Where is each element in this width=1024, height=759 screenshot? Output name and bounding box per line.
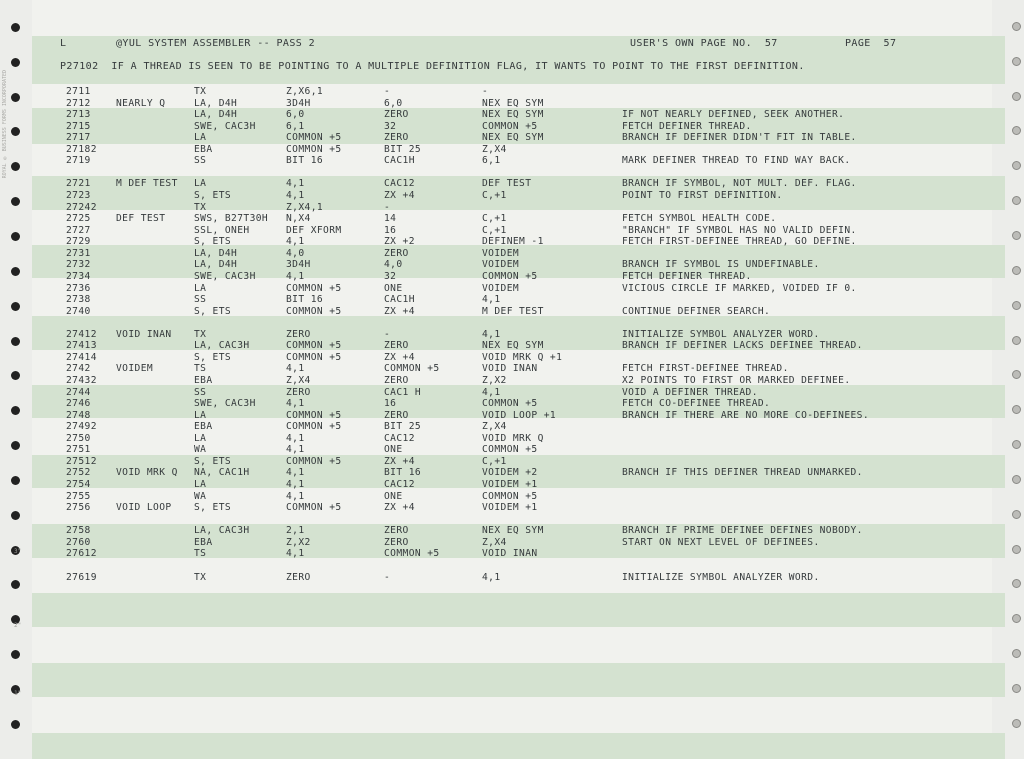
listing-row (0, 514, 1024, 525)
operation-field: NA, CAC1H (194, 467, 250, 479)
operation-field: SWS, B27T30H (194, 213, 269, 225)
operation-field: EBA (194, 421, 213, 433)
listing-row (0, 294, 1024, 305)
listing-row (0, 109, 1024, 120)
comment-field: INITIALIZE SYMBOL ANALYZER WORD. (622, 328, 820, 340)
address-field-2: 6,0 (384, 97, 403, 109)
listing-row (0, 317, 1024, 328)
operation-field: WA (194, 490, 207, 502)
address-field-3: VOID MRK Q +1 (482, 351, 563, 363)
address-field-1: 4,1 (286, 490, 305, 502)
address-field-2: ZERO (384, 132, 409, 144)
comment-field: START ON NEXT LEVEL OF DEFINEES. (622, 536, 820, 548)
operation-field: TS (194, 548, 207, 560)
address-field-1: COMMON +5 (286, 143, 342, 155)
address-field-1: COMMON +5 (286, 132, 342, 144)
line-number: 2740 (66, 305, 91, 317)
operation-field: S, ETS (194, 502, 232, 514)
address-field-3: VOIDEM +2 (482, 467, 538, 479)
comment-field: FETCH FIRST-DEFINEE THREAD, GO DEFINE. (622, 236, 857, 248)
listing-row (0, 155, 1024, 166)
line-number: 27413 (66, 340, 97, 352)
comment-field: BRANCH IF PRIME DEFINEE DEFINES NOBODY. (622, 525, 863, 537)
operation-field: S, ETS (194, 455, 232, 467)
address-field-1: COMMON +5 (286, 502, 342, 514)
address-field-3: VOID INAN (482, 548, 538, 560)
line-number: 2719 (66, 155, 91, 167)
address-field-1: 4,1 (286, 363, 305, 375)
address-field-1: ZERO (286, 328, 311, 340)
address-field-1: 6,0 (286, 109, 305, 121)
address-field-3: NEX EQ SYM (482, 109, 544, 121)
address-field-3: VOID MRK Q (482, 432, 544, 444)
operation-field: LA (194, 432, 207, 444)
address-field-1: BIT 16 (286, 294, 324, 306)
address-field-3: NEX EQ SYM (482, 525, 544, 537)
address-field-3: 4,1 (482, 328, 501, 340)
address-field-3: VOIDEM (482, 282, 520, 294)
ruler-mark-3: 3" (14, 548, 22, 555)
address-field-2: COMMON +5 (384, 363, 440, 375)
listing-row (0, 363, 1024, 374)
address-field-3: COMMON +5 (482, 444, 538, 456)
address-field-1: Z,X6,1 (286, 86, 324, 97)
address-field-3: C,+1 (482, 455, 507, 467)
listing-row (0, 444, 1024, 455)
listing-row (0, 225, 1024, 236)
address-field-2: 16 (384, 224, 397, 236)
comment-field: "BRANCH" IF SYMBOL HAS NO VALID DEFIN. (622, 224, 857, 236)
address-field-2: ZX +4 (384, 305, 415, 317)
address-field-1: COMMON +5 (286, 409, 342, 421)
comment-field: FETCH SYMBOL HEALTH CODE. (622, 213, 777, 225)
line-number: 27432 (66, 375, 97, 386)
address-field-1: Z,X4 (286, 375, 311, 386)
listing-row (0, 259, 1024, 270)
listing-row (0, 375, 1024, 386)
comment-field: IF NOT NEARLY DEFINED, SEEK ANOTHER. (622, 109, 845, 121)
operation-field: LA (194, 282, 207, 294)
address-field-2: CAC12 (384, 178, 415, 190)
address-field-2: ZX +4 (384, 190, 415, 202)
operation-field: S, ETS (194, 190, 232, 202)
address-field-3: - (482, 86, 489, 97)
listing-row (0, 421, 1024, 432)
address-field-1: BIT 16 (286, 155, 324, 167)
listing-row (0, 572, 1024, 583)
listing-row (0, 121, 1024, 132)
line-number: 27619 (66, 571, 97, 583)
address-field-2: ZERO (384, 409, 409, 421)
address-field-2: ONE (384, 444, 403, 456)
listing-row (0, 398, 1024, 409)
address-field-1: ZERO (286, 571, 311, 583)
symbol-label: VOID LOOP (116, 502, 172, 514)
comment-field: BRANCH IF SYMBOL, NOT MULT. DEF. FLAG. (622, 178, 857, 190)
listing-row (0, 213, 1024, 224)
comment-field: X2 POINTS TO FIRST OR MARKED DEFINEE. (622, 375, 851, 386)
assembler-title: @YUL SYSTEM ASSEMBLER -- PASS 2 (116, 38, 316, 49)
comment-field: POINT TO FIRST DEFINITION. (622, 190, 783, 202)
address-field-3: COMMON +5 (482, 490, 538, 502)
symbol-label: NEARLY Q (116, 97, 166, 109)
address-field-1: N,X4 (286, 213, 311, 225)
line-number: 2734 (66, 270, 91, 282)
address-field-3: VOIDEM +1 (482, 479, 538, 491)
address-field-1: 4,1 (286, 444, 305, 456)
address-field-3: Z,X4 (482, 421, 507, 433)
address-field-3: COMMON +5 (482, 398, 538, 410)
operation-field: LA, D4H (194, 247, 238, 259)
comment-field: CONTINUE DEFINER SEARCH. (622, 305, 771, 317)
address-field-2: ONE (384, 490, 403, 502)
address-field-2: ZX +4 (384, 455, 415, 467)
listing-row (0, 387, 1024, 398)
line-number: 27414 (66, 351, 97, 363)
line-number: 2717 (66, 132, 91, 144)
comment-field: INITIALIZE SYMBOL ANALYZER WORD. (622, 571, 820, 583)
listing-row (0, 167, 1024, 178)
listing-row (0, 248, 1024, 259)
line-number: 2748 (66, 409, 91, 421)
address-field-2: ZX +4 (384, 351, 415, 363)
comment-field: BRANCH IF THIS DEFINER THREAD UNMARKED. (622, 467, 863, 479)
address-field-1: 4,1 (286, 548, 305, 560)
listing-row (0, 144, 1024, 155)
address-field-1: 4,1 (286, 467, 305, 479)
address-field-3: 4,1 (482, 294, 501, 306)
listing-row (0, 467, 1024, 478)
listing-row (0, 306, 1024, 317)
address-field-2: COMMON +5 (384, 548, 440, 560)
listing-row (0, 410, 1024, 421)
listing-row (0, 352, 1024, 363)
address-field-3: VOIDEM (482, 247, 520, 259)
line-number: 27182 (66, 143, 97, 155)
address-field-1: 4,1 (286, 178, 305, 190)
address-field-3: DEFINEM -1 (482, 236, 544, 248)
listing-row (0, 190, 1024, 201)
operation-field: SWE, CAC3H (194, 398, 256, 410)
operation-field: SS (194, 386, 207, 398)
comment-field: FETCH CO-DEFINEE THREAD. (622, 398, 771, 410)
address-field-3: NEX EQ SYM (482, 132, 544, 144)
address-field-1: 3D4H (286, 97, 311, 109)
address-field-1: Z,X2 (286, 536, 311, 548)
symbol-label: VOID INAN (116, 328, 172, 340)
address-field-3: COMMON +5 (482, 270, 538, 282)
address-field-2: - (384, 86, 391, 97)
address-field-3: NEX EQ SYM (482, 97, 544, 109)
line-number: 2723 (66, 190, 91, 202)
operation-field: S, ETS (194, 236, 232, 248)
address-field-2: CAC12 (384, 479, 415, 491)
address-field-2: 14 (384, 213, 397, 225)
address-field-1: COMMON +5 (286, 421, 342, 433)
address-field-2: ZERO (384, 340, 409, 352)
line-number: 2721 (66, 178, 91, 190)
operation-field: TS (194, 363, 207, 375)
section-comment: P27102 IF A THREAD IS SEEN TO BE POINTING TO A MULTIPLE DEFINITION FLAG, IT WANTS TO POINT TO THE FIRST DEFINITION. (60, 61, 805, 72)
address-field-1: COMMON +5 (286, 351, 342, 363)
address-field-2: CAC1H (384, 155, 415, 167)
listing-row (0, 491, 1024, 502)
listing-row (0, 283, 1024, 294)
line-number: 2746 (66, 398, 91, 410)
line-number: 27492 (66, 421, 97, 433)
page-number: PAGE 57 (845, 38, 897, 49)
address-field-1: ZERO (286, 386, 311, 398)
comment-field: BRANCH IF DEFINER LACKS DEFINEE THREAD. (622, 340, 863, 352)
address-field-1: COMMON +5 (286, 282, 342, 294)
comment-field: VOID A DEFINER THREAD. (622, 386, 758, 398)
address-field-2: BIT 25 (384, 143, 422, 155)
operation-field: TX (194, 86, 207, 97)
address-field-2: - (384, 328, 391, 340)
address-field-1: 2,1 (286, 525, 305, 537)
symbol-label: DEF TEST (116, 213, 166, 225)
line-number: 2744 (66, 386, 91, 398)
address-field-1: 3D4H (286, 259, 311, 271)
line-number: 2712 (66, 97, 91, 109)
listing-row (0, 537, 1024, 548)
line-number: 2755 (66, 490, 91, 502)
address-field-3: VOIDEM +1 (482, 502, 538, 514)
operation-field: SSL, ONEH (194, 224, 250, 236)
address-field-3: 6,1 (482, 155, 501, 167)
operation-field: EBA (194, 536, 213, 548)
address-field-3: 4,1 (482, 571, 501, 583)
listing-row (0, 178, 1024, 189)
address-field-2: 16 (384, 398, 397, 410)
line-number: 2731 (66, 247, 91, 259)
line-number: 2752 (66, 467, 91, 479)
ruler-mark-2: 2" (14, 622, 22, 629)
line-number: 27512 (66, 455, 97, 467)
line-number: 27612 (66, 548, 97, 560)
address-field-2: 32 (384, 120, 397, 132)
line-number: 2751 (66, 444, 91, 456)
address-field-1: COMMON +5 (286, 455, 342, 467)
line-number: 2750 (66, 432, 91, 444)
listing-row (0, 340, 1024, 351)
line-number: 2738 (66, 294, 91, 306)
ruler-mark-1: 1" (14, 690, 22, 697)
line-number: 2736 (66, 282, 91, 294)
comment-field: MARK DEFINER THREAD TO FIND WAY BACK. (622, 155, 851, 167)
listing-row (0, 525, 1024, 536)
address-field-3: NEX EQ SYM (482, 340, 544, 352)
address-field-1: 4,1 (286, 236, 305, 248)
address-field-1: 6,1 (286, 120, 305, 132)
address-field-2: ZERO (384, 536, 409, 548)
listing-row (0, 236, 1024, 247)
operation-field: SWE, CAC3H (194, 270, 256, 282)
operation-field: EBA (194, 375, 213, 386)
address-field-1: 4,1 (286, 432, 305, 444)
comment-field: FETCH DEFINER THREAD. (622, 120, 752, 132)
operation-field: TX (194, 571, 207, 583)
address-field-3: C,+1 (482, 190, 507, 202)
operation-field: WA (194, 444, 207, 456)
operation-field: SWE, CAC3H (194, 120, 256, 132)
listing-row (0, 329, 1024, 340)
address-field-3: Z,X4 (482, 536, 507, 548)
operation-field: LA, D4H (194, 97, 238, 109)
address-field-1: 4,1 (286, 398, 305, 410)
operation-field: LA, D4H (194, 109, 238, 121)
operation-field: TX (194, 328, 207, 340)
address-field-2: CAC1H (384, 294, 415, 306)
line-number: 2713 (66, 109, 91, 121)
address-field-2: ZX +2 (384, 236, 415, 248)
operation-field: LA, CAC3H (194, 340, 250, 352)
operation-field: TX (194, 201, 207, 213)
line-number: 2711 (66, 86, 91, 97)
line-number: 2729 (66, 236, 91, 248)
operation-field: LA, D4H (194, 259, 238, 271)
address-field-1: 4,0 (286, 247, 305, 259)
line-number: 2727 (66, 224, 91, 236)
comment-field: BRANCH IF THERE ARE NO MORE CO-DEFINEES. (622, 409, 870, 421)
line-number: 2756 (66, 502, 91, 514)
address-field-2: - (384, 571, 391, 583)
listing-row (0, 132, 1024, 143)
address-field-2: 4,0 (384, 259, 403, 271)
address-field-2: ONE (384, 282, 403, 294)
address-field-3: C,+1 (482, 213, 507, 225)
operation-field: SS (194, 155, 207, 167)
address-field-3: VOIDEM (482, 259, 520, 271)
address-field-2: ZERO (384, 109, 409, 121)
address-field-3: VOID INAN (482, 363, 538, 375)
line-number: 2742 (66, 363, 91, 375)
user-page-number: USER'S OWN PAGE NO. 57 (630, 38, 778, 49)
line-number: 2725 (66, 213, 91, 225)
line-number: 2732 (66, 259, 91, 271)
operation-field: LA (194, 479, 207, 491)
symbol-label: VOIDEM (116, 363, 154, 375)
listing-row (0, 548, 1024, 559)
comment-field: VICIOUS CIRCLE IF MARKED, VOIDED IF 0. (622, 282, 857, 294)
address-field-1: COMMON +5 (286, 305, 342, 317)
address-field-2: ZERO (384, 525, 409, 537)
margin-print: ROYAL ® BUSINESS FORMS INCORPORATED (2, 70, 8, 179)
listing-row (0, 86, 1024, 97)
listing-row (0, 502, 1024, 513)
address-field-3: DEF TEST (482, 178, 532, 190)
address-field-3: C,+1 (482, 224, 507, 236)
line-number: 2760 (66, 536, 91, 548)
listing-row (0, 202, 1024, 213)
header-level-mark: L (60, 38, 67, 49)
address-field-3: VOID LOOP +1 (482, 409, 557, 421)
listing-row (0, 98, 1024, 109)
comment-field: FETCH DEFINER THREAD. (622, 270, 752, 282)
address-field-3: COMMON +5 (482, 120, 538, 132)
address-field-2: ZX +4 (384, 502, 415, 514)
address-field-3: M DEF TEST (482, 305, 544, 317)
address-field-2: CAC12 (384, 432, 415, 444)
address-field-2: BIT 16 (384, 467, 422, 479)
operation-field: EBA (194, 143, 213, 155)
address-field-3: Z,X2 (482, 375, 507, 386)
operation-field: LA (194, 132, 207, 144)
address-field-1: 4,1 (286, 190, 305, 202)
comment-field: BRANCH IF DEFINER DIDN'T FIT IN TABLE. (622, 132, 857, 144)
line-number: 27412 (66, 328, 97, 340)
address-field-3: 4,1 (482, 386, 501, 398)
address-field-2: CAC1 H (384, 386, 422, 398)
address-field-1: 4,1 (286, 479, 305, 491)
operation-field: S, ETS (194, 351, 232, 363)
line-number: 2715 (66, 120, 91, 132)
address-field-1: DEF XFORM (286, 224, 342, 236)
operation-field: SS (194, 294, 207, 306)
listing-row (0, 456, 1024, 467)
operation-field: S, ETS (194, 305, 232, 317)
operation-field: LA (194, 409, 207, 421)
address-field-2: 32 (384, 270, 397, 282)
operation-field: LA, CAC3H (194, 525, 250, 537)
address-field-2: - (384, 201, 391, 213)
address-field-2: ZERO (384, 247, 409, 259)
line-number: 2758 (66, 525, 91, 537)
operation-field: LA (194, 178, 207, 190)
listing-row (0, 271, 1024, 282)
address-field-1: COMMON +5 (286, 340, 342, 352)
address-field-1: 4,1 (286, 270, 305, 282)
address-field-2: ZERO (384, 375, 409, 386)
listing-row (0, 479, 1024, 490)
symbol-label: VOID MRK Q (116, 467, 178, 479)
symbol-label: M DEF TEST (116, 178, 178, 190)
comment-field: BRANCH IF SYMBOL IS UNDEFINABLE. (622, 259, 820, 271)
line-number: 27242 (66, 201, 97, 213)
address-field-2: BIT 25 (384, 421, 422, 433)
comment-field: FETCH FIRST-DEFINEE THREAD. (622, 363, 789, 375)
address-field-1: Z,X4,1 (286, 201, 324, 213)
address-field-3: Z,X4 (482, 143, 507, 155)
line-number: 2754 (66, 479, 91, 491)
listing-row (0, 560, 1024, 571)
listing-row (0, 433, 1024, 444)
